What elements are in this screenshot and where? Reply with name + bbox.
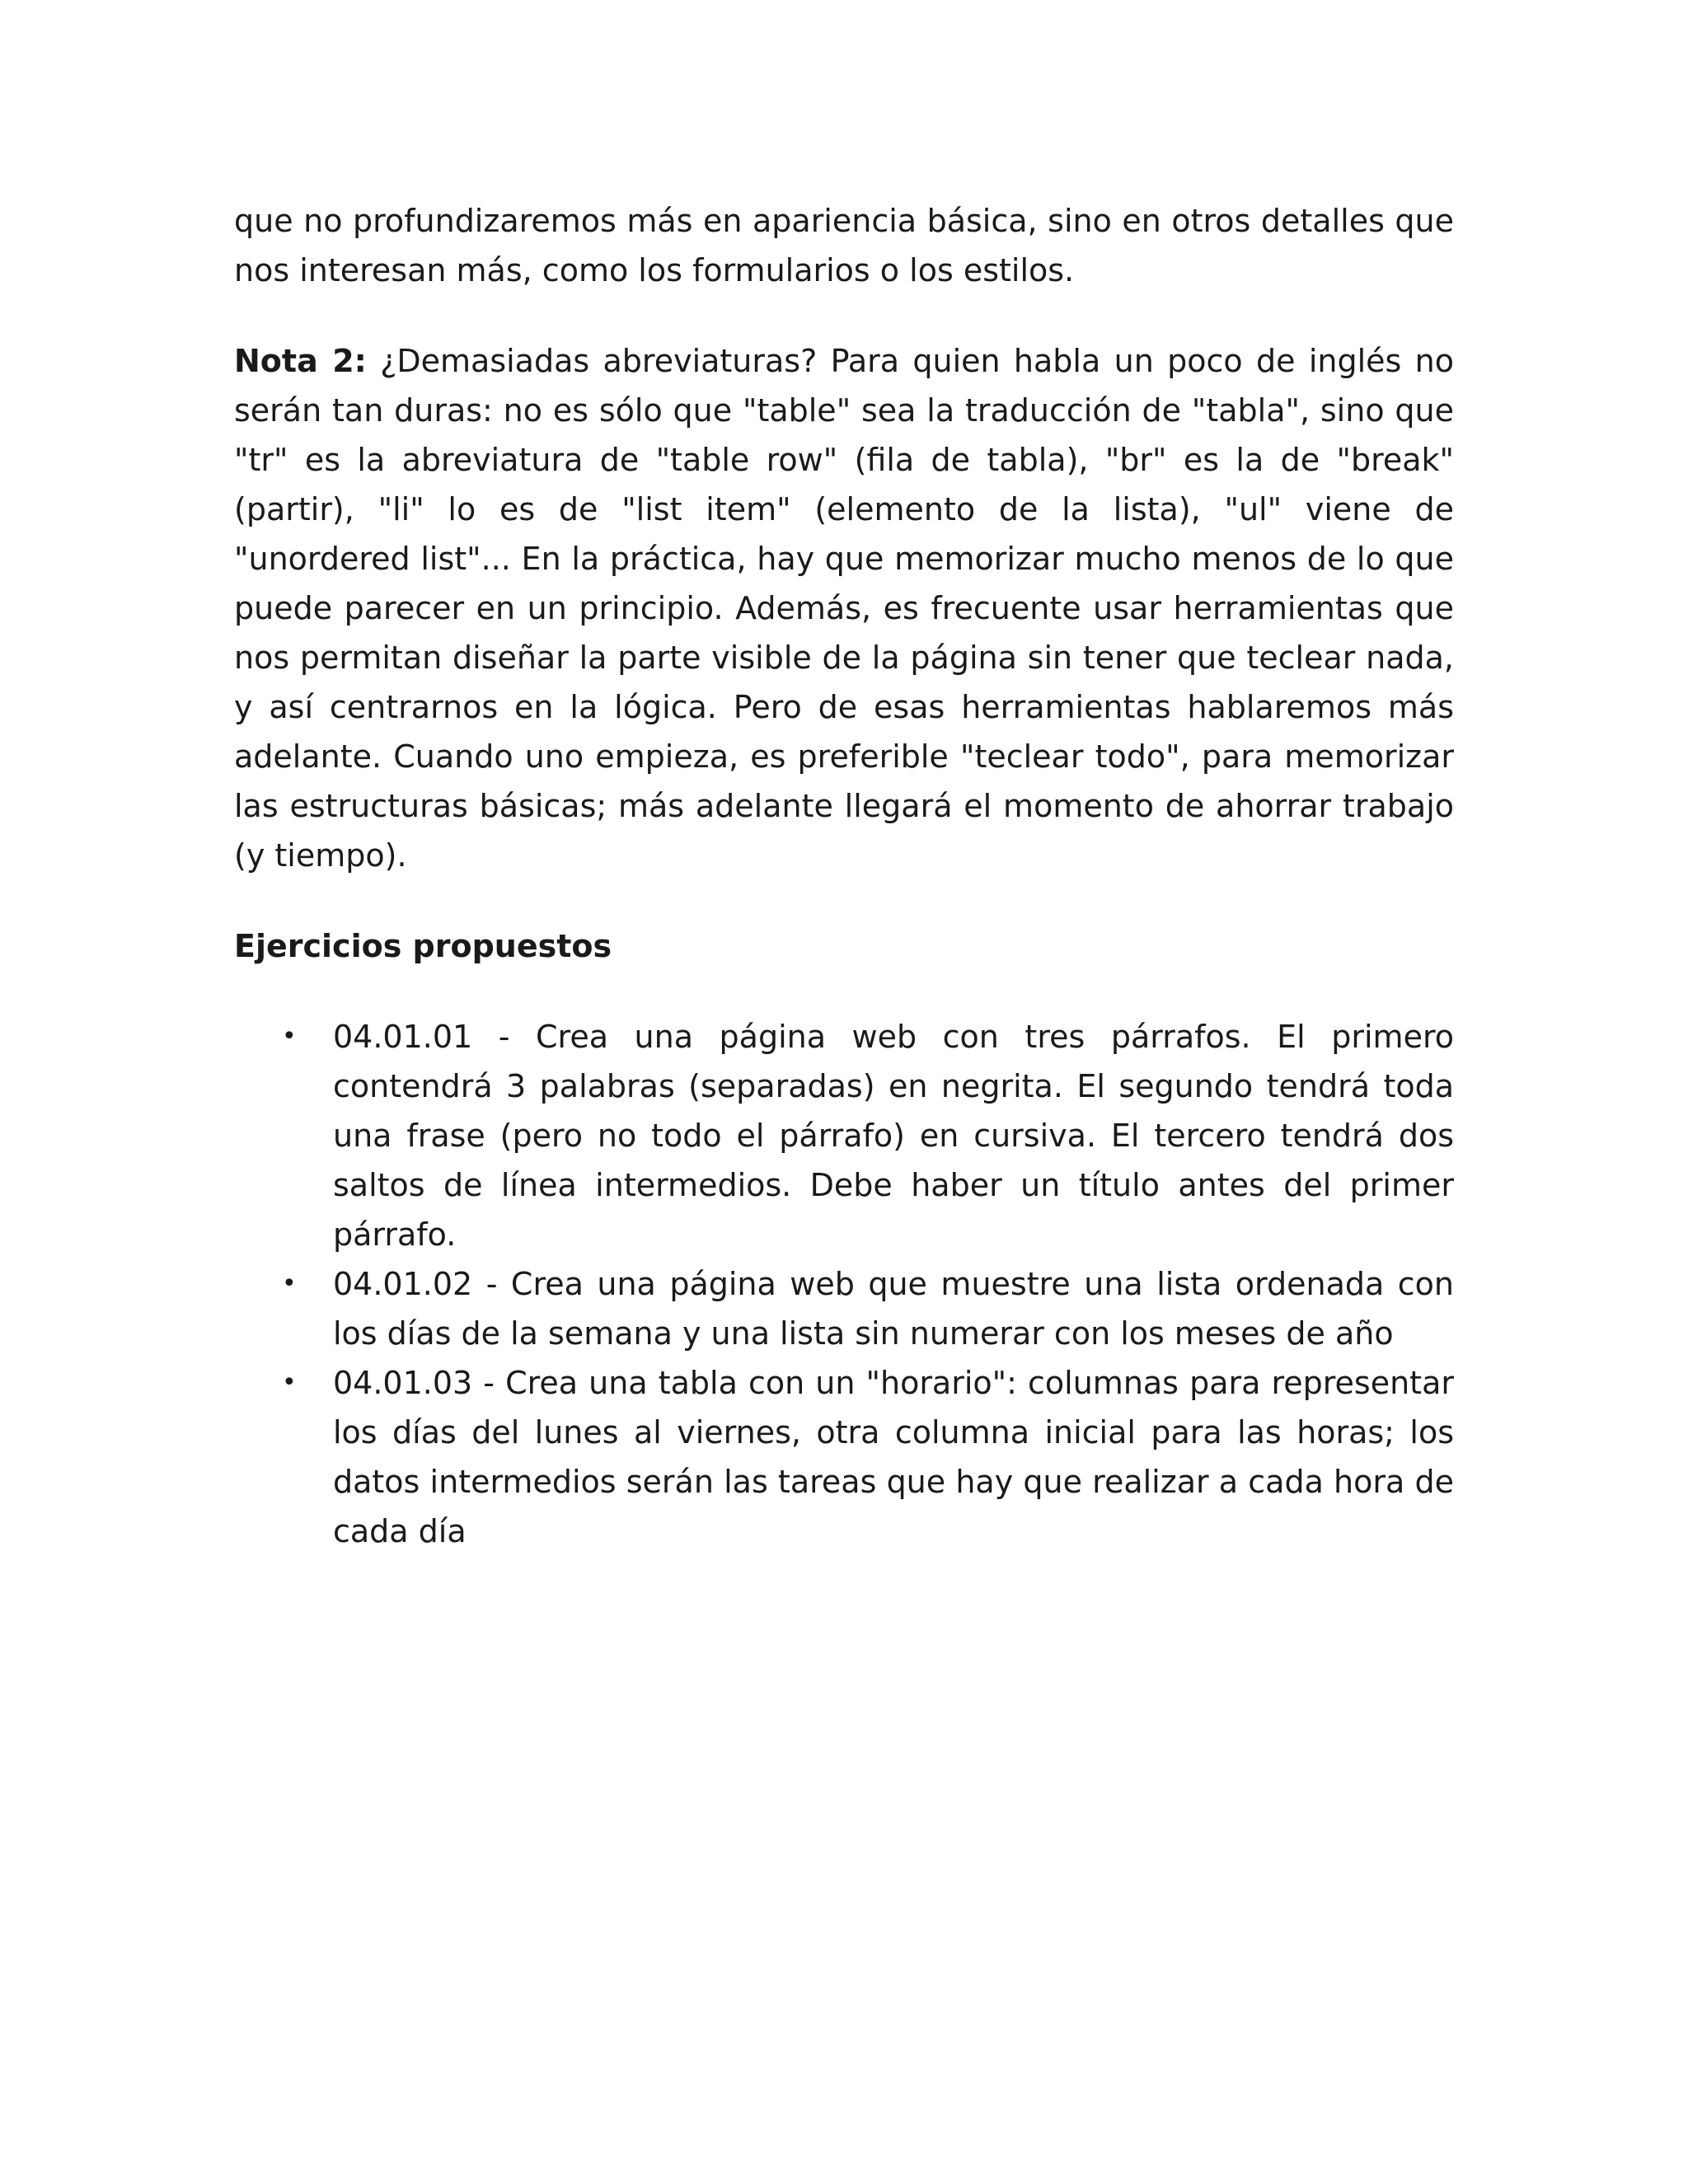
intro-paragraph: que no profundizaremos más en apariencia básica, sino en otros detalles que nos interesan más, como los formularios o los estilos. — [234, 203, 1454, 288]
list-item — [234, 1012, 1454, 1259]
note-label: Nota 2: — [234, 343, 367, 379]
paragraph-spacer — [234, 880, 1454, 921]
paragraph-spacer — [234, 971, 1454, 1012]
exercise-text: 04.01.03 - Crea una tabla con un "horario": columnas para representar los días del lunes al viernes, otra columna inicial para las horas; los datos intermedios serán las tareas que hay que realizar a cada hora de cada día — [333, 1365, 1454, 1549]
document-page — [234, 196, 1454, 1556]
bullet-icon: • — [282, 1022, 297, 1051]
bullet-icon: • — [282, 1368, 297, 1397]
note-paragraph — [234, 336, 1454, 880]
list-item — [234, 1358, 1454, 1556]
exercises-list — [234, 1012, 1454, 1556]
paragraph-spacer — [234, 295, 1454, 336]
exercises-heading: Ejercicios propuestos — [234, 928, 612, 964]
list-item — [234, 1259, 1454, 1358]
exercise-text: 04.01.02 - Crea una página web que muestre una lista ordenada con los días de la semana y una lista sin numerar con los meses de año — [333, 1266, 1454, 1352]
exercise-text: 04.01.01 - Crea una página web con tres párrafos. El primero contendrá 3 palabras (separadas) en negrita. El segundo tendrá toda una frase (pero no todo el párrafo) en cursiva. El tercero tendrá dos saltos de línea intermedios. Debe haber un título antes del primer párrafo. — [333, 1019, 1454, 1253]
note-text: ¿Demasiadas abreviaturas? Para quien habla un poco de inglés no serán tan duras: no es sólo que "table" sea la traducción de "tabla", sino que "tr" es la abreviatura de "table row" (fila de tabla), "br" es la de "break" (partir), "li" lo es de "list item" (elemento de la lista), "ul" viene de "unordered list"... En la práctica, hay que memorizar mucho menos de lo que puede parecer en un principio. Además, es frecuente usar herramientas que nos permitan diseñar la parte visible de la página sin tener que teclear nada, y así centrarnos en la lógica. Pero de esas herramientas hablaremos más adelante. Cuando uno empieza, es preferible "teclear todo", para memorizar las estructuras básicas; más adelante llegará el momento de ahorrar trabajo (y tiempo). — [234, 343, 1454, 874]
bullet-icon: • — [282, 1269, 297, 1298]
